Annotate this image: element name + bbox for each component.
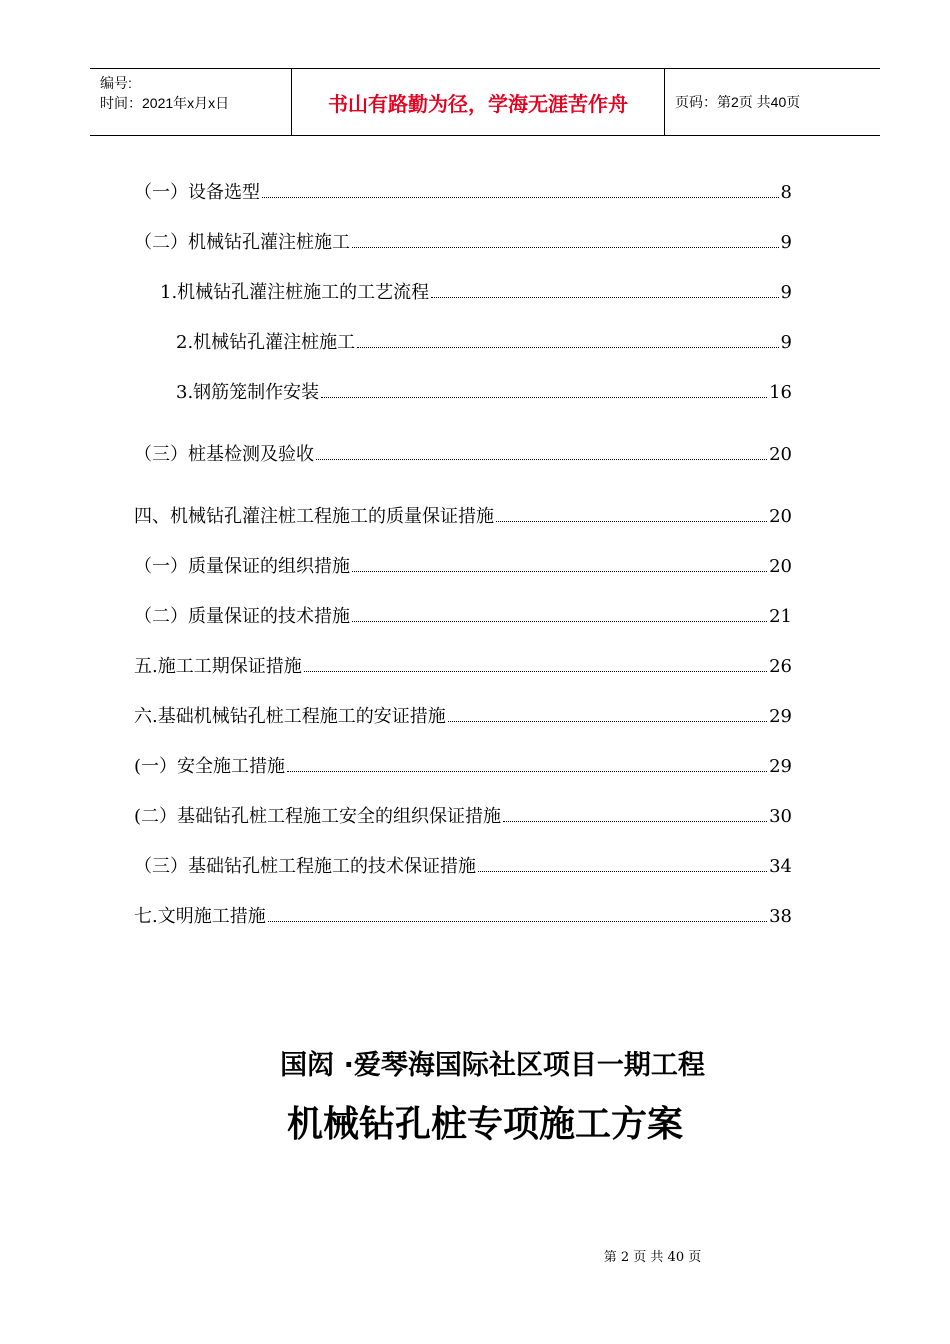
toc-entry-page: 9 [780, 232, 792, 253]
toc-entry-page: 20 [769, 556, 792, 577]
toc-entry-page: 20 [769, 444, 792, 465]
toc-leader-dots [448, 720, 767, 722]
toc-entry-page: 29 [769, 706, 792, 727]
toc-entry[interactable] [134, 902, 792, 928]
toc-entry-label: （三）桩基检测及验收 [134, 444, 314, 465]
toc-entry-page: 29 [769, 756, 792, 777]
toc-entry[interactable] [134, 752, 792, 778]
toc-entry[interactable] [176, 328, 792, 354]
document-title: 机械钻孔桩专项施工方案 [286, 1103, 683, 1145]
toc-entry[interactable] [160, 278, 792, 304]
toc-entry-label: 五.施工工期保证措施 [134, 656, 302, 677]
toc-entry-page: 9 [780, 332, 792, 353]
toc-leader-dots [431, 296, 778, 298]
toc-leader-dots [352, 570, 767, 572]
toc-entry-page: 9 [780, 282, 792, 303]
toc-entry-label: （一）设备选型 [134, 182, 260, 203]
toc-entry-label: （二）质量保证的技术措施 [134, 606, 350, 627]
project-title: 国闳 ·爱琴海国际社区项目一期工程 [280, 1050, 705, 1081]
toc-leader-dots [316, 458, 767, 460]
page-header [90, 68, 880, 136]
toc-leader-dots [352, 620, 767, 622]
toc-leader-dots [478, 870, 767, 872]
header-motto: 书山有路勤为径，学海无涯苦作舟 [292, 69, 665, 135]
toc-leader-dots [496, 520, 767, 522]
toc-entry-page: 8 [780, 182, 792, 203]
toc-leader-dots [287, 770, 767, 772]
toc-entry-label: （一）质量保证的组织措施 [134, 556, 350, 577]
toc-entry-label: 四、机械钻孔灌注桩工程施工的质量保证措施 [134, 506, 494, 527]
toc-leader-dots [357, 346, 778, 348]
toc-entry[interactable] [134, 440, 792, 466]
toc-entry-label: （三）基础钻孔桩工程施工的技术保证措施 [134, 856, 476, 877]
header-meta [90, 69, 292, 135]
toc-entry-label: 七.文明施工措施 [134, 906, 266, 927]
toc-entry[interactable] [134, 552, 792, 578]
toc-entry-page: 30 [769, 806, 792, 827]
toc-entry[interactable] [176, 378, 792, 404]
toc-entry-page: 16 [769, 382, 792, 403]
toc-leader-dots [304, 670, 767, 672]
toc-entry[interactable] [134, 652, 792, 678]
toc-entry[interactable] [134, 502, 792, 528]
toc-entry[interactable] [134, 228, 792, 254]
toc-entry-label: （二）机械钻孔灌注桩施工 [134, 232, 350, 253]
toc-entry[interactable] [134, 702, 792, 728]
header-page-info: 页码：第2页 共40页 [675, 94, 801, 110]
toc-entry[interactable] [134, 852, 792, 878]
toc-entry[interactable] [134, 802, 792, 828]
toc-leader-dots [262, 196, 779, 198]
toc-entry-label: (二）基础钻孔桩工程施工安全的组织保证措施 [134, 806, 502, 827]
toc-entry[interactable] [134, 602, 792, 628]
toc-entry-label: 2.机械钻孔灌注桩施工 [176, 332, 356, 353]
toc-leader-dots [503, 820, 767, 822]
toc-entry-label: 1.机械钻孔灌注桩施工的工艺流程 [160, 282, 430, 303]
page-footer: 第 2 页 共 40 页 [603, 1250, 702, 1265]
toc-entry-page: 20 [769, 506, 792, 527]
toc-entry-label: (一）安全施工措施 [134, 756, 286, 777]
toc-entry-label: 六.基础机械钻孔桩工程施工的安证措施 [134, 706, 446, 727]
toc-leader-dots [352, 246, 779, 248]
toc-entry[interactable] [134, 178, 792, 204]
toc-entry-page: 26 [769, 656, 792, 677]
number-label: 编号: [100, 75, 132, 91]
toc-leader-dots [321, 396, 767, 398]
toc-leader-dots [268, 920, 767, 922]
toc-entry-page: 34 [769, 856, 792, 877]
toc-entry-label: 3.钢筋笼制作安装 [176, 382, 320, 403]
toc-entry-page: 38 [769, 906, 792, 927]
toc-entry-page: 21 [769, 606, 792, 627]
time-label: 时间：2021年x月x日 [100, 95, 230, 111]
